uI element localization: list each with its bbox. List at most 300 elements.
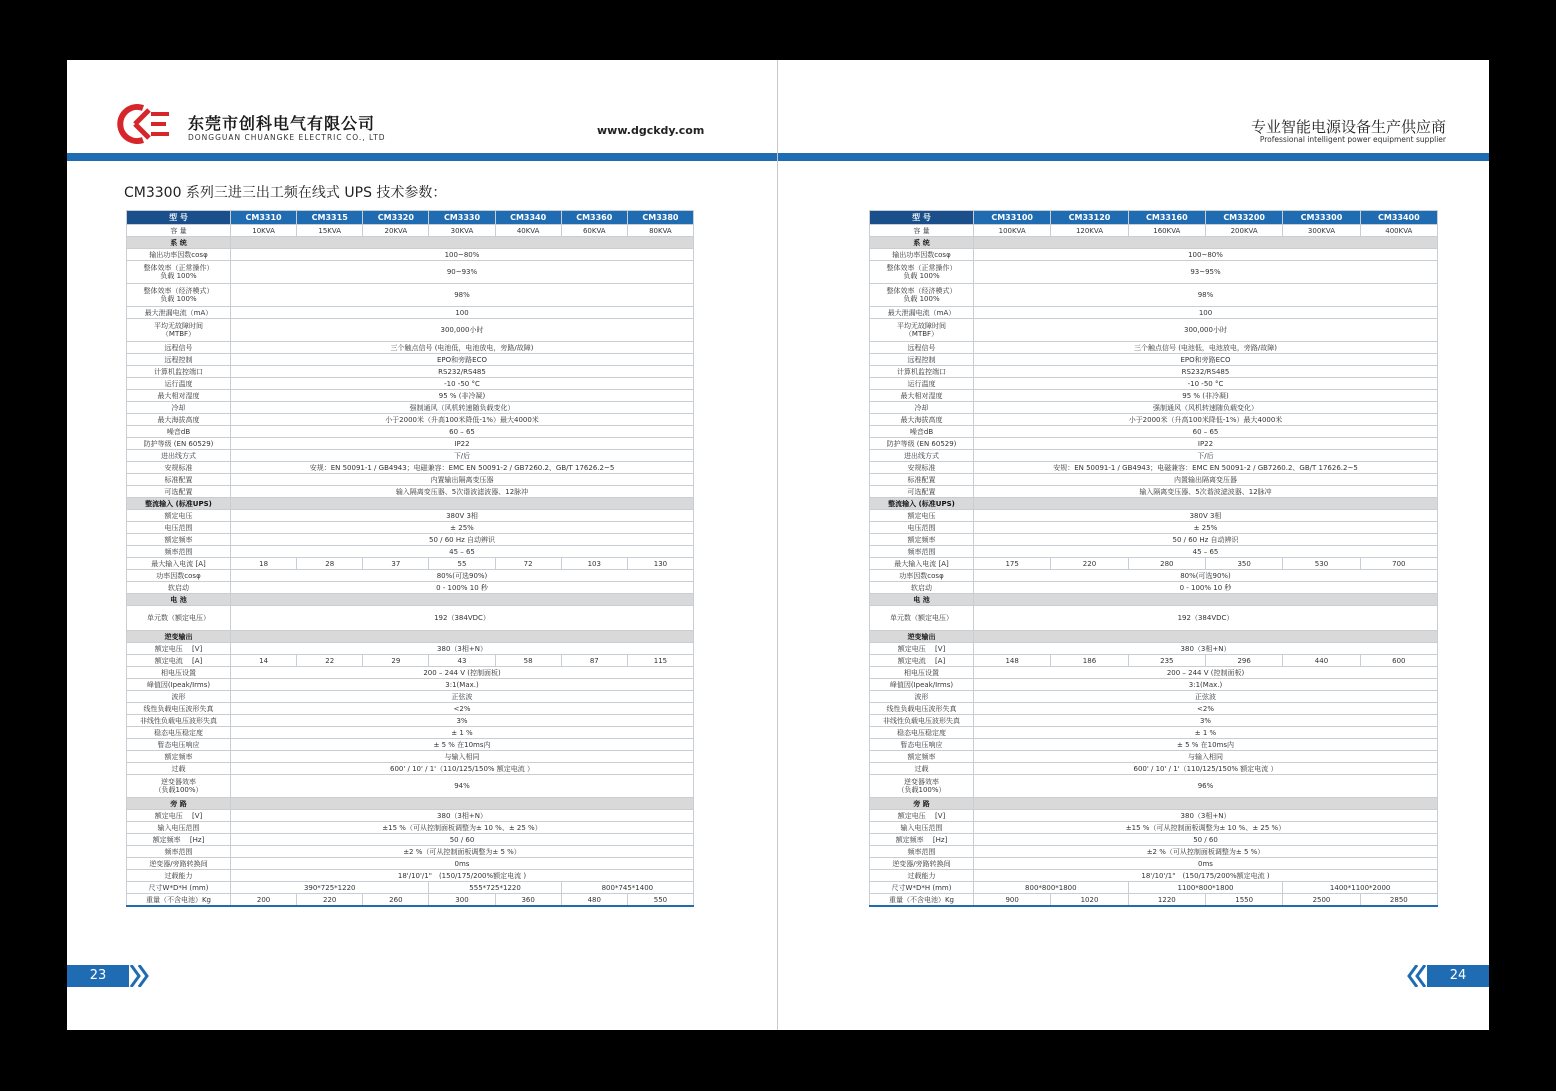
table-row <box>870 450 1438 462</box>
row-label: 远程信号 <box>127 342 231 354</box>
row-label: 电压范围 <box>127 522 231 534</box>
header-bar <box>67 153 778 161</box>
table-row <box>870 763 1438 775</box>
value-cell: 80%(可选90%) <box>231 570 694 582</box>
value-cell: 220 <box>1051 558 1128 570</box>
table-row <box>870 366 1438 378</box>
table-row <box>870 870 1438 882</box>
row-label: 频率范围 <box>870 846 974 858</box>
row-label: 整体效率（正常操作） 负载 100% <box>870 261 974 284</box>
value-cell: 三个触点信号 (电池低，电池放电，旁路/故障) <box>231 342 694 354</box>
table-row <box>127 510 694 522</box>
value-cell: 正弦波 <box>974 691 1438 703</box>
value-cell: EPO和旁路ECO <box>231 354 694 366</box>
table-row <box>127 390 694 402</box>
table-row <box>870 390 1438 402</box>
value-cell: 100KVA <box>974 225 1051 237</box>
row-label: 最大泄漏电流（mA） <box>127 307 231 319</box>
value-cell: 175 <box>974 558 1051 570</box>
value-cell: <2% <box>231 703 694 715</box>
value-cell: 380（3相+N） <box>974 810 1438 822</box>
row-label: 防护等级 (EN 60529) <box>870 438 974 450</box>
value-cell: 200 – 244 V (控制面板) <box>974 667 1438 679</box>
value-cell: 45 – 65 <box>974 546 1438 558</box>
model-header: 型 号 <box>127 211 231 225</box>
table-row <box>870 522 1438 534</box>
value-cell: 700 <box>1360 558 1437 570</box>
table-row <box>870 822 1438 834</box>
model-name: CM3330 <box>429 211 495 225</box>
row-label: 冷却 <box>870 402 974 414</box>
row-label: 额定电流 [A] <box>870 655 974 667</box>
value-cell: 380V 3相 <box>974 510 1438 522</box>
table-row <box>127 882 694 894</box>
model-name: CM33400 <box>1360 211 1437 225</box>
table-row <box>127 474 694 486</box>
table-row <box>870 438 1438 450</box>
row-label: 最大输入电流 [A] <box>870 558 974 570</box>
value-cell: 160KVA <box>1128 225 1205 237</box>
value-cell: 安规：EN 50091-1 / GB4943；电磁兼容：EMC EN 50091-2 / GB7260.2、GB/T 17626.2~5 <box>974 462 1438 474</box>
table-row <box>127 667 694 679</box>
value-cell: 30KVA <box>429 225 495 237</box>
company-name: 东莞市创科电气有限公司 <box>188 114 376 133</box>
value-cell: 87 <box>561 655 627 667</box>
row-label: 电压范围 <box>870 522 974 534</box>
value-cell: ± 25% <box>231 522 694 534</box>
value-cell: 正弦波 <box>231 691 694 703</box>
value-cell: 530 <box>1283 558 1360 570</box>
value-cell: <2% <box>974 703 1438 715</box>
table-row <box>870 426 1438 438</box>
value-cell: 220 <box>297 894 363 907</box>
value-cell: 800*745*1400 <box>561 882 693 894</box>
table-row <box>127 225 694 237</box>
model-name: CM33300 <box>1283 211 1360 225</box>
row-label: 额定电压 [V] <box>870 643 974 655</box>
row-label: 稳态电压稳定度 <box>870 727 974 739</box>
model-name: CM3320 <box>363 211 429 225</box>
table-row <box>870 606 1438 631</box>
value-cell: 20KVA <box>363 225 429 237</box>
value-cell: 360 <box>495 894 561 907</box>
section-row <box>870 798 1438 810</box>
table-row <box>870 558 1438 570</box>
table-row <box>870 775 1438 798</box>
row-label: 运行温度 <box>870 378 974 390</box>
table-row <box>870 882 1438 894</box>
row-label: 额定电压 <box>127 510 231 522</box>
table-row <box>870 691 1438 703</box>
row-label: 波形 <box>870 691 974 703</box>
section-row <box>127 798 694 810</box>
row-label: 容 量 <box>127 225 231 237</box>
value-cell: 18'/10'/1" (150/175/200%额定电流 ) <box>974 870 1438 882</box>
row-label: 相电压设置 <box>127 667 231 679</box>
page-title: CM3300 系列三进三出工频在线式 UPS 技术参数： <box>124 185 447 201</box>
value-cell: ±2 %（可从控制面板调整为± 5 %） <box>974 846 1438 858</box>
table-row <box>870 225 1438 237</box>
table-row <box>870 307 1438 319</box>
row-label: 额定频率 <box>870 534 974 546</box>
value-cell: 内置输出隔离变压器 <box>974 474 1438 486</box>
table-row <box>127 426 694 438</box>
row-label: 单元数（额定电压） <box>127 606 231 631</box>
table-row <box>127 366 694 378</box>
row-label: 平均无故障时间 （MTBF） <box>127 319 231 342</box>
model-name: CM3360 <box>561 211 627 225</box>
row-label: 可选配置 <box>870 486 974 498</box>
value-cell: EPO和旁路ECO <box>974 354 1438 366</box>
value-cell: 96% <box>974 775 1438 798</box>
value-cell: ± 5 % 在10ms内 <box>974 739 1438 751</box>
row-label: 线性负载电压波形失真 <box>870 703 974 715</box>
row-label: 安规标准 <box>127 462 231 474</box>
table-row <box>127 570 694 582</box>
table-row <box>127 319 694 342</box>
model-name: CM3315 <box>297 211 363 225</box>
value-cell: 130 <box>627 558 693 570</box>
table-row <box>870 510 1438 522</box>
slogan-en: Professional intelligent power equipment supplier <box>1259 135 1446 144</box>
row-label: 过载能力 <box>870 870 974 882</box>
row-label: 峰值因(Ipeak/Irms) <box>127 679 231 691</box>
table-row <box>870 534 1438 546</box>
value-cell: 安规：EN 50091-1 / GB4943；电磁兼容：EMC EN 50091-2 / GB7260.2、GB/T 17626.2~5 <box>231 462 694 474</box>
row-label: 容 量 <box>870 225 974 237</box>
value-cell: 600' / 10' / 1'（110/125/150% 额定电流 ） <box>974 763 1438 775</box>
value-cell: 280 <box>1128 558 1205 570</box>
table-row <box>127 846 694 858</box>
value-cell: 1100*800*1800 <box>1128 882 1283 894</box>
table-row <box>870 834 1438 846</box>
value-cell: 900 <box>974 894 1051 907</box>
section-fill <box>974 798 1438 810</box>
table-row <box>870 751 1438 763</box>
value-cell: 800*800*1800 <box>974 882 1129 894</box>
chevron-left-icon <box>1401 965 1427 987</box>
table-row <box>127 727 694 739</box>
section-title: 系 统 <box>870 237 974 249</box>
value-cell: 10KVA <box>231 225 297 237</box>
table-row <box>127 378 694 390</box>
row-label: 软启动 <box>127 582 231 594</box>
value-cell: 18'/10'/1" (150/175/200%额定电流 ) <box>231 870 694 882</box>
row-label: 运行温度 <box>127 378 231 390</box>
row-label: 平均无故障时间 （MTBF） <box>870 319 974 342</box>
table-row <box>870 342 1438 354</box>
value-cell: ± 1 % <box>231 727 694 739</box>
row-label: 额定电压 [V] <box>127 643 231 655</box>
value-cell: 60 – 65 <box>974 426 1438 438</box>
value-cell: 1220 <box>1128 894 1205 907</box>
value-cell: 95 % (非冷凝) <box>231 390 694 402</box>
table-row <box>870 679 1438 691</box>
value-cell: 0ms <box>231 858 694 870</box>
value-cell: 100~80% <box>974 249 1438 261</box>
table-row <box>127 834 694 846</box>
value-cell: 380（3相+N） <box>231 810 694 822</box>
table-row <box>127 462 694 474</box>
table-row <box>870 354 1438 366</box>
row-label: 标准配置 <box>127 474 231 486</box>
model-name: CM3340 <box>495 211 561 225</box>
table-row <box>870 643 1438 655</box>
value-cell: 1400*1100*2000 <box>1283 882 1438 894</box>
value-cell: 40KVA <box>495 225 561 237</box>
row-label: 计算机监控端口 <box>870 366 974 378</box>
table-row <box>870 810 1438 822</box>
table-row <box>870 284 1438 307</box>
table-row <box>870 486 1438 498</box>
company-name-en: DONGGUAN CHUANGKE ELECTRIC CO., LTD <box>188 133 386 142</box>
value-cell: 输入隔离变压器、5次谐波滤波器、12脉冲 <box>231 486 694 498</box>
table-row <box>127 249 694 261</box>
spec-table-right <box>869 210 1438 907</box>
table-row <box>870 739 1438 751</box>
section-title: 整流输入 (标准UPS) <box>127 498 231 510</box>
value-cell: ±2 %（可从控制面板调整为± 5 %） <box>231 846 694 858</box>
section-fill <box>974 237 1438 249</box>
value-cell: 192（384VDC） <box>231 606 694 631</box>
value-cell: 90~93% <box>231 261 694 284</box>
value-cell: 300,000小时 <box>974 319 1438 342</box>
row-label: 非线性负载电压波形失真 <box>127 715 231 727</box>
value-cell: 18 <box>231 558 297 570</box>
value-cell: 强制通风（风机转速随负载变化） <box>231 402 694 414</box>
table-row <box>870 261 1438 284</box>
section-title: 电 池 <box>870 594 974 606</box>
section-row <box>870 237 1438 249</box>
value-cell: 380V 3相 <box>231 510 694 522</box>
value-cell: 55 <box>429 558 495 570</box>
table-row <box>127 894 694 907</box>
row-label: 额定频率 [Hz] <box>870 834 974 846</box>
row-label: 相电压设置 <box>870 667 974 679</box>
row-label: 频率范围 <box>127 546 231 558</box>
table-row <box>870 319 1438 342</box>
row-label: 稳态电压稳定度 <box>127 727 231 739</box>
table-row <box>127 402 694 414</box>
spec-table-left <box>126 210 694 907</box>
row-label: 额定频率 <box>127 751 231 763</box>
row-label: 最大海拔高度 <box>127 414 231 426</box>
value-cell: 550 <box>627 894 693 907</box>
section-title: 旁 路 <box>870 798 974 810</box>
row-label: 计算机监控端口 <box>127 366 231 378</box>
row-label: 波形 <box>127 691 231 703</box>
table-row <box>127 438 694 450</box>
table-row <box>870 655 1438 667</box>
value-cell: 98% <box>974 284 1438 307</box>
model-name: CM33200 <box>1205 211 1282 225</box>
value-cell: IP22 <box>231 438 694 450</box>
section-fill <box>231 631 694 643</box>
value-cell: 186 <box>1051 655 1128 667</box>
value-cell: -10 -50 °C <box>231 378 694 390</box>
table-row <box>127 558 694 570</box>
value-cell: 内置输出隔离变压器 <box>231 474 694 486</box>
left-page <box>67 60 778 1030</box>
row-label: 额定频率 <box>127 534 231 546</box>
value-cell: 235 <box>1128 655 1205 667</box>
value-cell: 37 <box>363 558 429 570</box>
value-cell: 400KVA <box>1360 225 1437 237</box>
section-row <box>127 237 694 249</box>
value-cell: 350 <box>1205 558 1282 570</box>
value-cell: 0ms <box>974 858 1438 870</box>
website-link[interactable]: www.dgckdy.com <box>597 124 705 137</box>
section-fill <box>231 798 694 810</box>
header-row <box>127 211 694 225</box>
section-row <box>127 631 694 643</box>
value-cell: 50 / 60 Hz 自动辨识 <box>974 534 1438 546</box>
table-row <box>870 474 1438 486</box>
row-label: 最大相对湿度 <box>870 390 974 402</box>
table-row <box>127 643 694 655</box>
row-label: 噪音dB <box>870 426 974 438</box>
row-label: 可选配置 <box>127 486 231 498</box>
row-label: 安规标准 <box>870 462 974 474</box>
value-cell: 0 - 100% 10 秒 <box>231 582 694 594</box>
row-label: 远程控制 <box>127 354 231 366</box>
value-cell: 2850 <box>1360 894 1437 907</box>
row-label: 逆变器效率 （负载100%） <box>127 775 231 798</box>
table-row <box>127 858 694 870</box>
value-cell: 115 <box>627 655 693 667</box>
value-cell: 22 <box>297 655 363 667</box>
section-row <box>870 594 1438 606</box>
row-label: 进出线方式 <box>870 450 974 462</box>
value-cell: 380（3相+N） <box>231 643 694 655</box>
table-row <box>127 522 694 534</box>
table-row <box>870 378 1438 390</box>
value-cell: ±15 %（可从控制面板调整为± 10 %、± 25 %） <box>231 822 694 834</box>
table-row <box>870 894 1438 907</box>
section-row <box>127 498 694 510</box>
row-label: 输出功率因数cosφ <box>870 249 974 261</box>
row-label: 额定频率 <box>870 751 974 763</box>
model-name: CM33120 <box>1051 211 1128 225</box>
row-label: 防护等级 (EN 60529) <box>127 438 231 450</box>
section-fill <box>231 498 694 510</box>
table-row <box>127 715 694 727</box>
value-cell: ± 25% <box>974 522 1438 534</box>
value-cell: 3:1(Max.) <box>974 679 1438 691</box>
row-label: 额定电压 [V] <box>127 810 231 822</box>
section-title: 系 统 <box>127 237 231 249</box>
value-cell: 50 / 60 <box>231 834 694 846</box>
section-title: 电 池 <box>127 594 231 606</box>
value-cell: 3:1(Max.) <box>231 679 694 691</box>
table-row <box>127 261 694 284</box>
table-row <box>127 775 694 798</box>
row-label: 重量（不含电池）Kg <box>127 894 231 907</box>
table-row <box>127 810 694 822</box>
row-label: 远程控制 <box>870 354 974 366</box>
value-cell: 555*725*1220 <box>429 882 561 894</box>
chevron-right-icon <box>129 965 155 987</box>
model-name: CM33100 <box>974 211 1051 225</box>
value-cell: ± 1 % <box>974 727 1438 739</box>
table-row <box>127 679 694 691</box>
row-label: 频率范围 <box>127 846 231 858</box>
right-page <box>778 60 1489 1030</box>
section-fill <box>974 631 1438 643</box>
value-cell: 50 / 60 <box>974 834 1438 846</box>
table-row <box>870 727 1438 739</box>
table-row <box>870 582 1438 594</box>
value-cell: 100 <box>231 307 694 319</box>
table-row <box>127 822 694 834</box>
value-cell: 1020 <box>1051 894 1128 907</box>
table-row <box>127 354 694 366</box>
row-label: 暂态电压响应 <box>870 739 974 751</box>
value-cell: 14 <box>231 655 297 667</box>
table-row <box>870 249 1438 261</box>
section-fill <box>974 498 1438 510</box>
table-row <box>870 667 1438 679</box>
row-label: 整体效率（正常操作） 负载 100% <box>127 261 231 284</box>
value-cell: 60 – 65 <box>231 426 694 438</box>
value-cell: 148 <box>974 655 1051 667</box>
value-cell: 2500 <box>1283 894 1360 907</box>
value-cell: 103 <box>561 558 627 570</box>
value-cell: 600 <box>1360 655 1437 667</box>
table-row <box>127 703 694 715</box>
model-name: CM3380 <box>627 211 693 225</box>
value-cell: 300,000小时 <box>231 319 694 342</box>
value-cell: 强制通风（风机转速随负载变化） <box>974 402 1438 414</box>
page-number: 23 <box>67 965 129 987</box>
table-row <box>870 570 1438 582</box>
value-cell: ± 5 % 在10ms内 <box>231 739 694 751</box>
row-label: 过载 <box>127 763 231 775</box>
section-fill <box>231 237 694 249</box>
row-label: 冷却 <box>127 402 231 414</box>
row-label: 过载能力 <box>127 870 231 882</box>
row-label: 进出线方式 <box>127 450 231 462</box>
value-cell: 下/后 <box>974 450 1438 462</box>
table-row <box>127 763 694 775</box>
row-label: 过载 <box>870 763 974 775</box>
value-cell: 三个触点信号 (电池低，电池放电，旁路/故障) <box>974 342 1438 354</box>
row-label: 重量（不含电池）Kg <box>870 894 974 907</box>
value-cell: IP22 <box>974 438 1438 450</box>
row-label: 额定电压 <box>870 510 974 522</box>
table-row <box>127 870 694 882</box>
value-cell: 100 <box>974 307 1438 319</box>
row-label: 软启动 <box>870 582 974 594</box>
section-title: 整流输入 (标准UPS) <box>870 498 974 510</box>
table-row <box>127 606 694 631</box>
section-fill <box>231 594 694 606</box>
value-cell: 58 <box>495 655 561 667</box>
table-row <box>127 691 694 703</box>
row-label: 噪音dB <box>127 426 231 438</box>
value-cell: 45 – 65 <box>231 546 694 558</box>
row-label: 最大输入电流 [A] <box>127 558 231 570</box>
company-logo-icon <box>113 104 173 144</box>
row-label: 输入电压范围 <box>127 822 231 834</box>
table-row <box>870 858 1438 870</box>
value-cell: 480 <box>561 894 627 907</box>
value-cell: 43 <box>429 655 495 667</box>
value-cell: 72 <box>495 558 561 570</box>
value-cell: 1550 <box>1205 894 1282 907</box>
row-label: 逆变器/旁路转换间 <box>870 858 974 870</box>
row-label: 输出功率因数cosφ <box>127 249 231 261</box>
